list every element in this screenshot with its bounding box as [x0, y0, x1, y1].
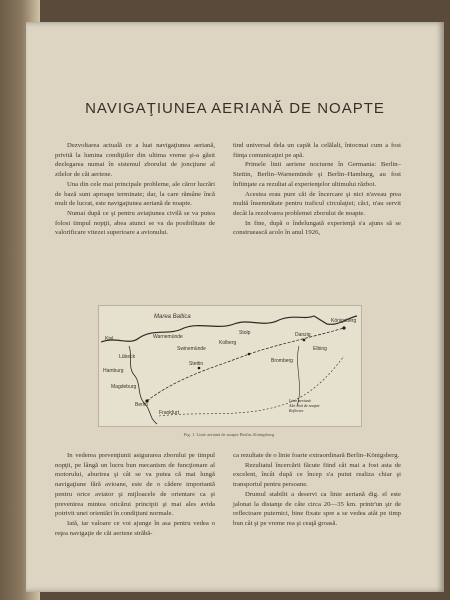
paragraph: Primele linii aeriene nocturne în Germania: Berlin–Stettin, Berlin–Warnemünde şi Berlin–Hamburg, au fost înfiinţate ca rezultat al experienţelor ultimului război.: [233, 161, 401, 188]
city-marker: [342, 326, 345, 329]
city-marker: [248, 353, 251, 356]
place-label: Warnemünde: [153, 334, 183, 340]
route-map-figure: [98, 305, 362, 427]
text-column-1: [55, 141, 215, 238]
paragraph: ca rezultate de o linie foarte extraordinară Berlin–Königsberg.: [233, 452, 400, 459]
paragraph: Acestea erau pure căi de încercare şi nici n'aveau prea multă însemnătate pentru traficul circulaţiei; căci, n'au servit decât la rezolvarea problemei zborului de noapte.: [233, 190, 401, 217]
text-column-2: [233, 141, 401, 238]
place-label: Stolp: [239, 330, 251, 336]
text-column-4: [233, 451, 401, 529]
place-label: Kiel: [105, 336, 114, 342]
paragraph: tind universal dela un capăt la celălalt, întocmai cum a fost fiinţa comunicaţiei pe apă.: [233, 142, 401, 159]
legend-entry: Alte linii de noapte: [289, 403, 320, 408]
place-label: Lübeck: [119, 354, 136, 360]
place-label: Frankfurt: [159, 410, 180, 416]
city-marker: [198, 367, 201, 370]
legend-entry: Linie aeriană: [289, 398, 311, 403]
paragraph: Iată, iar valoare ce voi ajunge în asa pentru vedea o reţea navigaţie de căi aeriene străbă-: [55, 519, 215, 537]
place-label: Elbing: [313, 346, 327, 352]
place-label: Kolberg: [219, 340, 237, 346]
paragraph: In fine, după o îndelungată experienţă s'a ajuns să se construească acolo în anul 1926,: [233, 219, 401, 237]
place-label: Hamburg: [103, 368, 124, 374]
map-drawing: [99, 306, 361, 426]
paragraph: Rezultatul încercării făcute fiind cât mai a fost asta de excelent, încât după ce încep s'a putut realiza chiar şi transportul pentru persoane.: [233, 461, 401, 489]
coastline: [101, 316, 357, 342]
paragraph: Dezvoltarea actuală ce a luat navigaţiunea aeriană, privită la lumina condiţiilor din ultima vreme şi-a găsit dezlegarea numai în sistemul zborului de joncţiune al zilelor de căi aeriene.: [55, 142, 215, 179]
paragraph: In vederea prevenţiunii asigurarea zborului pe timpul nopţii, pe lângă un lucru bun mecanism de funcţionare al motorului, aburirea şi cât se va putea că mai lungă navigaţiune fără avioane, este de o cădere importantă pentru orice aviator şi mijloacele de orientare ca şi prevenirea mintea oricărui principii şi mai ales avida potrivit unei orientări în condiţiuni normale.: [55, 452, 215, 518]
place-label: Berlin: [135, 402, 148, 408]
place-label: Swinemünde: [177, 346, 206, 352]
sea-label: Marea Baltica: [154, 314, 191, 320]
place-label: Stettin: [189, 361, 204, 367]
place-label: Danzig: [295, 332, 311, 338]
article-title: NAVIGAŢIUNEA AERIANĂ DE NOAPTE: [85, 100, 385, 117]
figure-caption: Fig. 1. Linie aeriană de noapte Berlin–Königsberg: [183, 432, 275, 437]
paragraph: Una din cele mai principale probleme, ale căror lucrări de bază sunt aproape terminate; dar, la care rămâne încă mult de lucrat, este navigaţiunea aeriană de noapte.: [55, 180, 215, 208]
legend-entry: Reflector: [289, 408, 304, 413]
city-marker: [303, 339, 306, 342]
map-legend: [289, 398, 320, 413]
river: [297, 346, 300, 406]
place-label: Magdeburg: [111, 384, 137, 390]
text-column-3: [55, 451, 215, 538]
place-label: Bromberg: [271, 358, 293, 364]
paragraph: Numai după ce şi pentru aviaţiunea civilă se va putea folosi timpul nopţii, abea atunci se va da posibilitate de valorificare vitezei superioare a avionului.: [55, 209, 215, 237]
paragraph: Drumul stabilit a deservi ca linie aeriană dig. el este jalonat la distanţe de câte circa 20—35 km. printr'un şir de reflectoare puternici, bine fixate spre a se vedea atât pe timp bun cât şi pe vreme rea şi ceaţă groasă.: [233, 490, 401, 527]
place-label: Königsberg: [331, 318, 357, 324]
